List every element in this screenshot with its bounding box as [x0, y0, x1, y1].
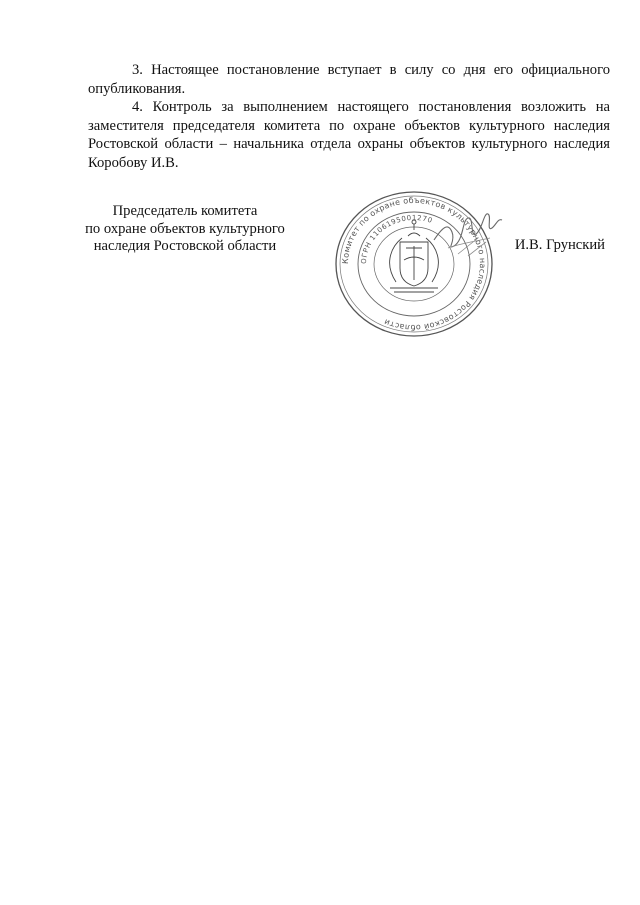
paragraph-4: 4. Контроль за выполнением настоящего постановления возложить на заместителя председателя комитета по охране объектов культурного наследия Ростовской области – начальника отдела охраны объектов культурного наследия Коробову И.В. — [88, 99, 610, 171]
document-body — [88, 61, 610, 173]
signer-name: И.В. Грунский — [514, 237, 605, 253]
signer-title-line-1: Председатель комитета — [112, 203, 258, 219]
signer-title-line-3: наследия Ростовской области — [93, 238, 277, 254]
handwritten-signature — [428, 198, 508, 268]
signer-title — [60, 203, 310, 256]
seal-outer-text: Комитет по охране объектов культурного наследия Ростовской области — [340, 195, 488, 333]
paragraph-3: 3. Настоящее постановление вступает в силу со дня его официального опубликования. — [88, 62, 610, 97]
seal-inner-text: ОГРН 1106195001270 — [359, 213, 434, 265]
svg-text:ОГРН 1106195001270 — [360, 214, 434, 264]
signer-title-line-2: по охране объектов культурного — [85, 220, 285, 237]
